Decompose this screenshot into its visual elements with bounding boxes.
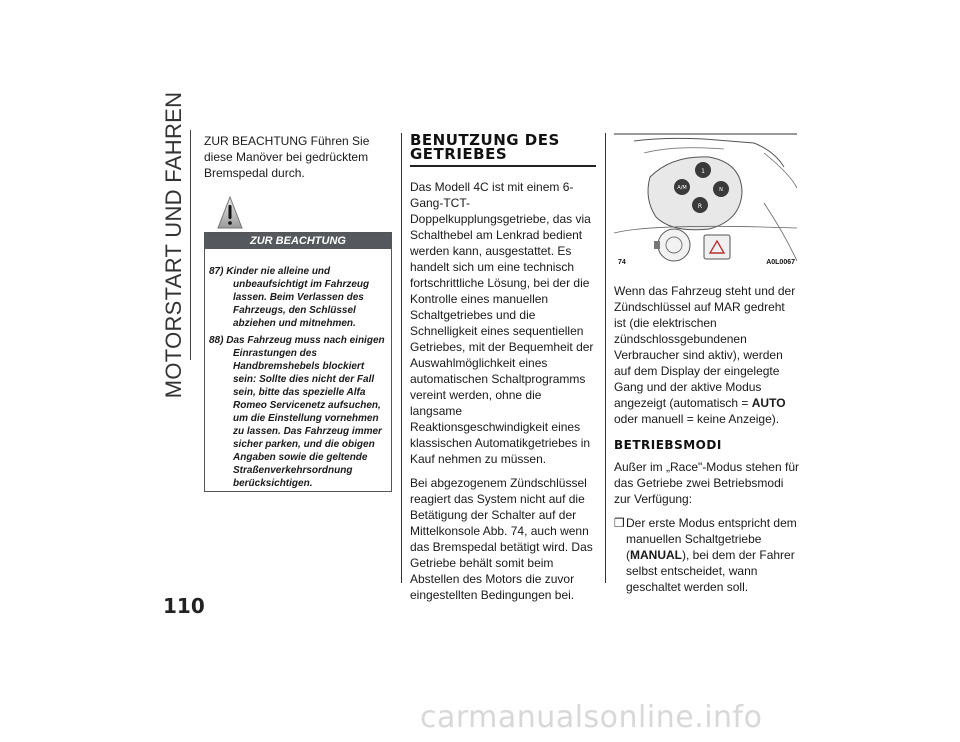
hazard-button bbox=[704, 235, 730, 259]
warning-list bbox=[205, 249, 391, 490]
list-item-text bbox=[626, 515, 799, 595]
warning-item-number: 87) bbox=[209, 266, 224, 277]
warning-item-number: 88) bbox=[209, 335, 224, 346]
warning-item-text: Kinder nie alleine und unbeaufsichtigt im Fahrzeug lassen. Beim Verlassen des Fahrzeugs, den Schlüssel abziehen und mitnehmen. bbox=[226, 266, 370, 329]
figure-gear-buttons bbox=[614, 133, 797, 268]
paragraph bbox=[614, 283, 799, 427]
paragraph: Bei abgezogenem Zündschlüssel reagiert das System nicht auf die Betätigung der Schalter auf der Mittelkonsole Abb. 74, auch wenn das Bremspedal betätigt wird. Das Getriebe behält somit beim Abstellen des Motors die zuvor eingestellten Bedingungen bei. bbox=[410, 476, 593, 602]
list-item-text-part: Der erste Modus entspricht dem manuellen Schaltgetriebe ( bbox=[626, 516, 797, 562]
paragraph-text: Wenn das Fahrzeug steht und der Zündschlüssel auf MAR gedreht ist (die elektrischen zündschlossgebundenen Verbraucher sind aktiv), werden auf dem Display der eingelegte Gang und der aktive Modus angezeigt (automatisch = bbox=[614, 284, 796, 410]
paragraph: Das Modell 4C ist mit einem 6-Gang-TCT-Doppelkupplungsgetriebe, das via Schalthebel am Lenkrad bedient werden kann, ausgestattet. Es handelt sich um eine technisch fortschrittliche Lösung, bei der die Kontrolle eines manuellen Schaltgetriebes und die Schnelligkeit eines sequentiellen Getriebes, mit der Bequemheit der Auswahlmöglichkeit eines automatischen Schaltprogramms vereint werden, ohne die langsame Reaktionsgeschwindigkeit eines klassischen Automatikgetriebes in Kauf nehmen zu müssen. bbox=[410, 180, 594, 466]
list-item-text-part: ), bei dem der Fahrer selbst entscheidet, wann geschaltet werden soll. bbox=[626, 548, 795, 594]
gear-button-r-label: R bbox=[697, 203, 703, 210]
gear-button-n-label: N bbox=[719, 187, 723, 193]
section-heading: BENUTZUNG DES GETRIEBES bbox=[410, 133, 596, 167]
paragraph: Außer im „Race"-Modus stehen für das Getriebe zwei Betriebsmodi zur Verfügung: bbox=[614, 460, 799, 506]
list-item bbox=[614, 515, 799, 595]
warning-item-text: Das Fahrzeug muss nach einigen Einrastungen des Handbremshebels blockiert sein: Sollte dies nicht der Fall sein, bitte das spezielle Alfa Romeo Servicenetz aufsuchen, um die Einstellung vornehmen zu lassen. Das Fahrzeug immer sicher parken, und die obigen Angaben sowie die geltende Straßenverkehrsordnung berücksichtigen. bbox=[226, 335, 385, 489]
watermark: carmanualsonline.info bbox=[420, 700, 763, 735]
column-3 bbox=[614, 283, 799, 595]
rotary-switch-icon bbox=[658, 229, 690, 261]
gear-console-illustration bbox=[614, 133, 797, 268]
subheading: BETRIEBSMODI bbox=[614, 438, 722, 452]
auto-label: AUTO bbox=[751, 396, 786, 410]
warning-item bbox=[209, 265, 387, 330]
figure-code: A0L0067 bbox=[766, 259, 795, 266]
warning-box bbox=[204, 232, 392, 492]
figure-number: 74 bbox=[618, 259, 626, 266]
page-number: 110 bbox=[163, 594, 205, 618]
intro-note: ZUR BEACHTUNG Führen Sie diese Manöver bei gedrücktem Bremspedal durch. bbox=[204, 134, 370, 180]
section-side-title-text: MOTORSTART UND FAHREN bbox=[161, 91, 186, 399]
side-title-rule bbox=[190, 130, 191, 360]
gear-button-1-label: 1 bbox=[701, 168, 705, 175]
warning-title: ZUR BEACHTUNG bbox=[205, 233, 391, 249]
warning-triangle-icon bbox=[217, 196, 243, 230]
section-side-title bbox=[158, 91, 190, 399]
checkbox-bullet-icon: ❒ bbox=[614, 516, 625, 530]
column-divider-2 bbox=[605, 133, 606, 583]
column-2 bbox=[410, 133, 596, 611]
column-divider-1 bbox=[401, 133, 402, 583]
manual-label: MANUAL bbox=[630, 548, 682, 562]
column-1 bbox=[204, 133, 392, 189]
paragraph-text: oder manuell = keine Anzeige). bbox=[614, 412, 780, 426]
gear-button-am-label: A/M bbox=[677, 185, 687, 191]
warning-item bbox=[209, 334, 387, 490]
